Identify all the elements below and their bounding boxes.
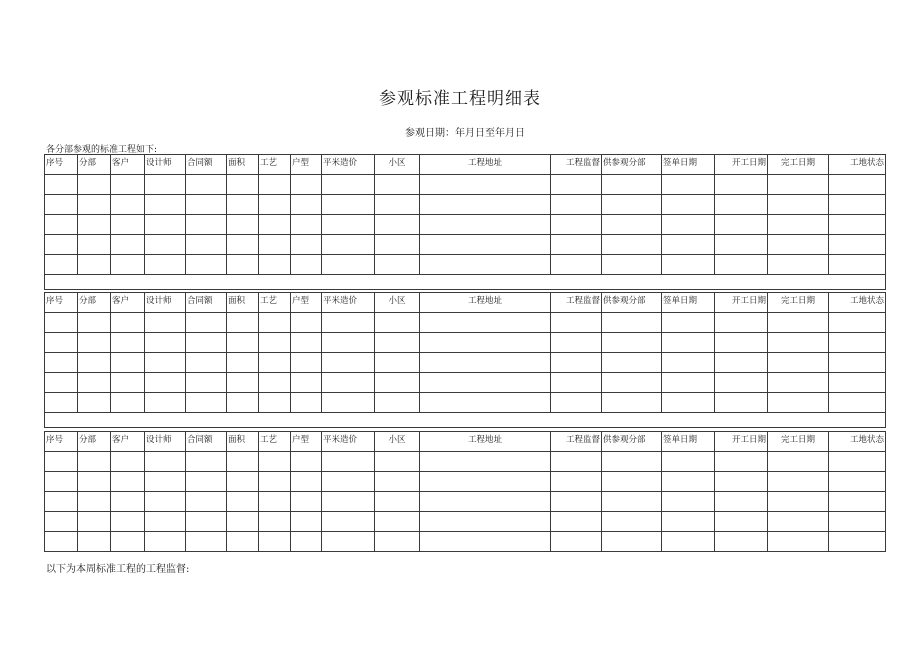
col-header-address: 工程地址 [420, 155, 551, 175]
col-header-start-date: 开工日期 [715, 155, 768, 175]
col-header-supervisor: 工程监督 [551, 432, 602, 452]
table-row [45, 452, 886, 472]
col-header-unit-cost: 平米造价 [322, 155, 375, 175]
col-header-designer: 设计师 [145, 432, 186, 452]
project-table-2 [44, 292, 886, 428]
col-header-craft: 工艺 [259, 155, 291, 175]
col-header-start-date: 开工日期 [715, 293, 768, 313]
col-header-area: 面积 [227, 293, 259, 313]
table-header-row [45, 293, 886, 313]
col-header-contract-amount: 合同额 [186, 432, 227, 452]
col-header-designer: 设计师 [145, 293, 186, 313]
col-header-address: 工程地址 [420, 293, 551, 313]
col-header-sign-date: 签单日期 [662, 293, 715, 313]
col-header-layout: 户型 [291, 432, 322, 452]
col-header-site-status: 工地状态 [829, 155, 886, 175]
col-header-visit-division: 供参观分部 [602, 293, 662, 313]
table-header-row [45, 155, 886, 175]
table-row [45, 215, 886, 235]
col-header-index: 序号 [45, 432, 78, 452]
project-table-1 [44, 154, 886, 290]
table-spacer-row [45, 413, 886, 428]
table-row [45, 235, 886, 255]
col-header-visit-division: 供参观分部 [602, 155, 662, 175]
col-header-finish-date: 完工日期 [768, 293, 829, 313]
col-header-community: 小区 [375, 155, 420, 175]
col-header-index: 序号 [45, 155, 78, 175]
col-header-client: 客户 [111, 155, 145, 175]
table-header-row [45, 432, 886, 452]
col-header-division: 分部 [78, 432, 111, 452]
project-table-3 [44, 431, 886, 552]
col-header-area: 面积 [227, 155, 259, 175]
page-title: 参观标准工程明细表 [379, 89, 541, 109]
col-header-division: 分部 [78, 293, 111, 313]
col-header-craft: 工艺 [259, 293, 291, 313]
col-header-unit-cost: 平米造价 [322, 432, 375, 452]
table-spacer-row [45, 275, 886, 290]
col-header-site-status: 工地状态 [829, 293, 886, 313]
col-header-contract-amount: 合同额 [186, 293, 227, 313]
col-header-supervisor: 工程监督 [551, 293, 602, 313]
col-header-layout: 户型 [291, 293, 322, 313]
table-row [45, 195, 886, 215]
col-header-unit-cost: 平米造价 [322, 293, 375, 313]
col-header-contract-amount: 合同额 [186, 155, 227, 175]
table-row [45, 333, 886, 353]
col-header-address: 工程地址 [420, 432, 551, 452]
table-row [45, 512, 886, 532]
col-header-supervisor: 工程监督 [551, 155, 602, 175]
col-header-division: 分部 [78, 155, 111, 175]
col-header-finish-date: 完工日期 [768, 155, 829, 175]
table-row [45, 532, 886, 552]
table-row [45, 175, 886, 195]
footer-text: 以下为本周标准工程的工程监督: [46, 564, 190, 575]
col-header-index: 序号 [45, 293, 78, 313]
col-header-layout: 户型 [291, 155, 322, 175]
col-header-finish-date: 完工日期 [768, 432, 829, 452]
table-row [45, 313, 886, 333]
col-header-area: 面积 [227, 432, 259, 452]
intro-text: 各分部参观的标准工程如下: [46, 145, 158, 155]
table-row [45, 255, 886, 275]
col-header-sign-date: 签单日期 [662, 155, 715, 175]
visit-date-line: 参观日期：年月日至年月日 [405, 128, 525, 139]
table-row [45, 353, 886, 373]
table-row [45, 492, 886, 512]
table-row [45, 472, 886, 492]
col-header-designer: 设计师 [145, 155, 186, 175]
col-header-start-date: 开工日期 [715, 432, 768, 452]
col-header-sign-date: 签单日期 [662, 432, 715, 452]
col-header-community: 小区 [375, 432, 420, 452]
col-header-craft: 工艺 [259, 432, 291, 452]
col-header-site-status: 工地状态 [829, 432, 886, 452]
col-header-visit-division: 供参观分部 [602, 432, 662, 452]
col-header-community: 小区 [375, 293, 420, 313]
col-header-client: 客户 [111, 432, 145, 452]
table-row [45, 393, 886, 413]
col-header-client: 客户 [111, 293, 145, 313]
table-row [45, 373, 886, 393]
